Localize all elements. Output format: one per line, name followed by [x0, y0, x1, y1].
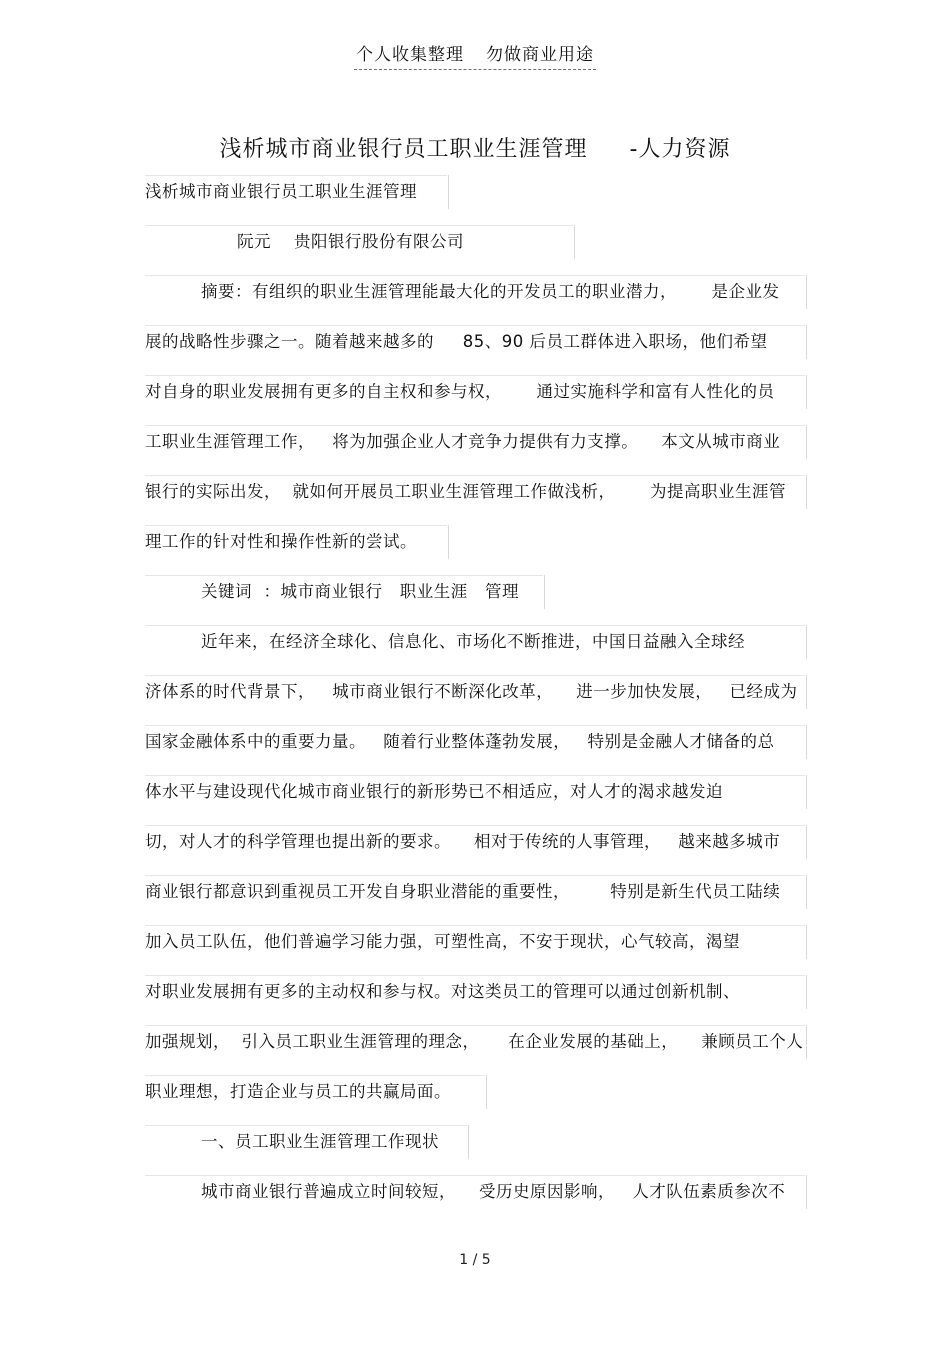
abstract-line: 工职业生涯管理工作， 将为加强企业人才竞争力提供有力支撑。 本文从城市商业 [145, 425, 805, 459]
keywords-line: 关键词 ：城市商业银行 职业生涯 管理 [145, 575, 543, 609]
abstract-line: 银行的实际出发， 就如何开展员工职业生涯管理工作做浅析， 为提高职业生涯管 [145, 475, 805, 509]
abstract-line: 对自身的职业发展拥有更多的自主权和参与权， 通过实施科学和富有人性化的员 [145, 375, 805, 409]
abstract-line: 展的战略性步骤之一。随着越来越多的 85、90 后员工群体进入职场，他们希望 [145, 325, 805, 359]
header-right-text: 勿做商业用途 [486, 45, 594, 65]
abstract-line: 摘要：有组织的职业生涯管理能最大化的开发员工的职业潜力， 是企业发 [145, 275, 805, 309]
document-title-suffix: -人力资源 [629, 137, 731, 162]
body-line: 商业银行都意识到重视员工开发自身职业潜能的重要性， 特别是新生代员工陆续 [145, 875, 805, 909]
subtitle-line: 浅析城市商业银行员工职业生涯管理 [145, 175, 447, 209]
body-line: 切，对人才的科学管理也提出新的要求。 相对于传统的人事管理， 越来越多城市 [145, 825, 805, 859]
body-line: 国家金融体系中的重要力量。 随着行业整体蓬勃发展， 特别是金融人才储备的总 [145, 725, 805, 759]
body-line: 体水平与建设现代化城市商业银行的新形势已不相适应，对人才的渴求越发迫 [145, 775, 805, 809]
body-line: 加入员工队伍，他们普遍学习能力强，可塑性高，不安于现状，心气较高，渴望 [145, 925, 805, 959]
header-left-text: 个人收集整理 [356, 45, 464, 65]
body-line: 济体系的时代背景下， 城市商业银行不断深化改革， 进一步加快发展， 已经成为 [145, 675, 805, 709]
header-watermark [354, 45, 596, 70]
body-line: 对职业发展拥有更多的主动权和参与权。对这类员工的管理可以通过创新机制、 [145, 975, 805, 1009]
body-line: 近年来，在经济全球化、信息化、市场化不断推进，中国日益融入全球经 [145, 625, 805, 659]
abstract-line: 理工作的针对性和操作性新的尝试。 [145, 525, 447, 559]
body-line: 城市商业银行普遍成立时间较短， 受历史原因影响， 人才队伍素质参次不 [145, 1175, 805, 1209]
body-line: 职业理想，打造企业与员工的共赢局面。 [145, 1075, 485, 1109]
section-heading: 一、员工职业生涯管理工作现状 [145, 1125, 467, 1159]
document-title-main: 浅析城市商业银行员工职业生涯管理 [219, 137, 588, 162]
document-title [0, 132, 950, 163]
author-line: 阮元 贵阳银行股份有限公司 [145, 225, 573, 259]
page-header [0, 40, 950, 65]
page-number: 1 / 5 [459, 1252, 491, 1268]
body-line: 加强规划， 引入员工职业生涯管理的理念， 在企业发展的基础上， 兼顾员工个人 [145, 1025, 805, 1059]
